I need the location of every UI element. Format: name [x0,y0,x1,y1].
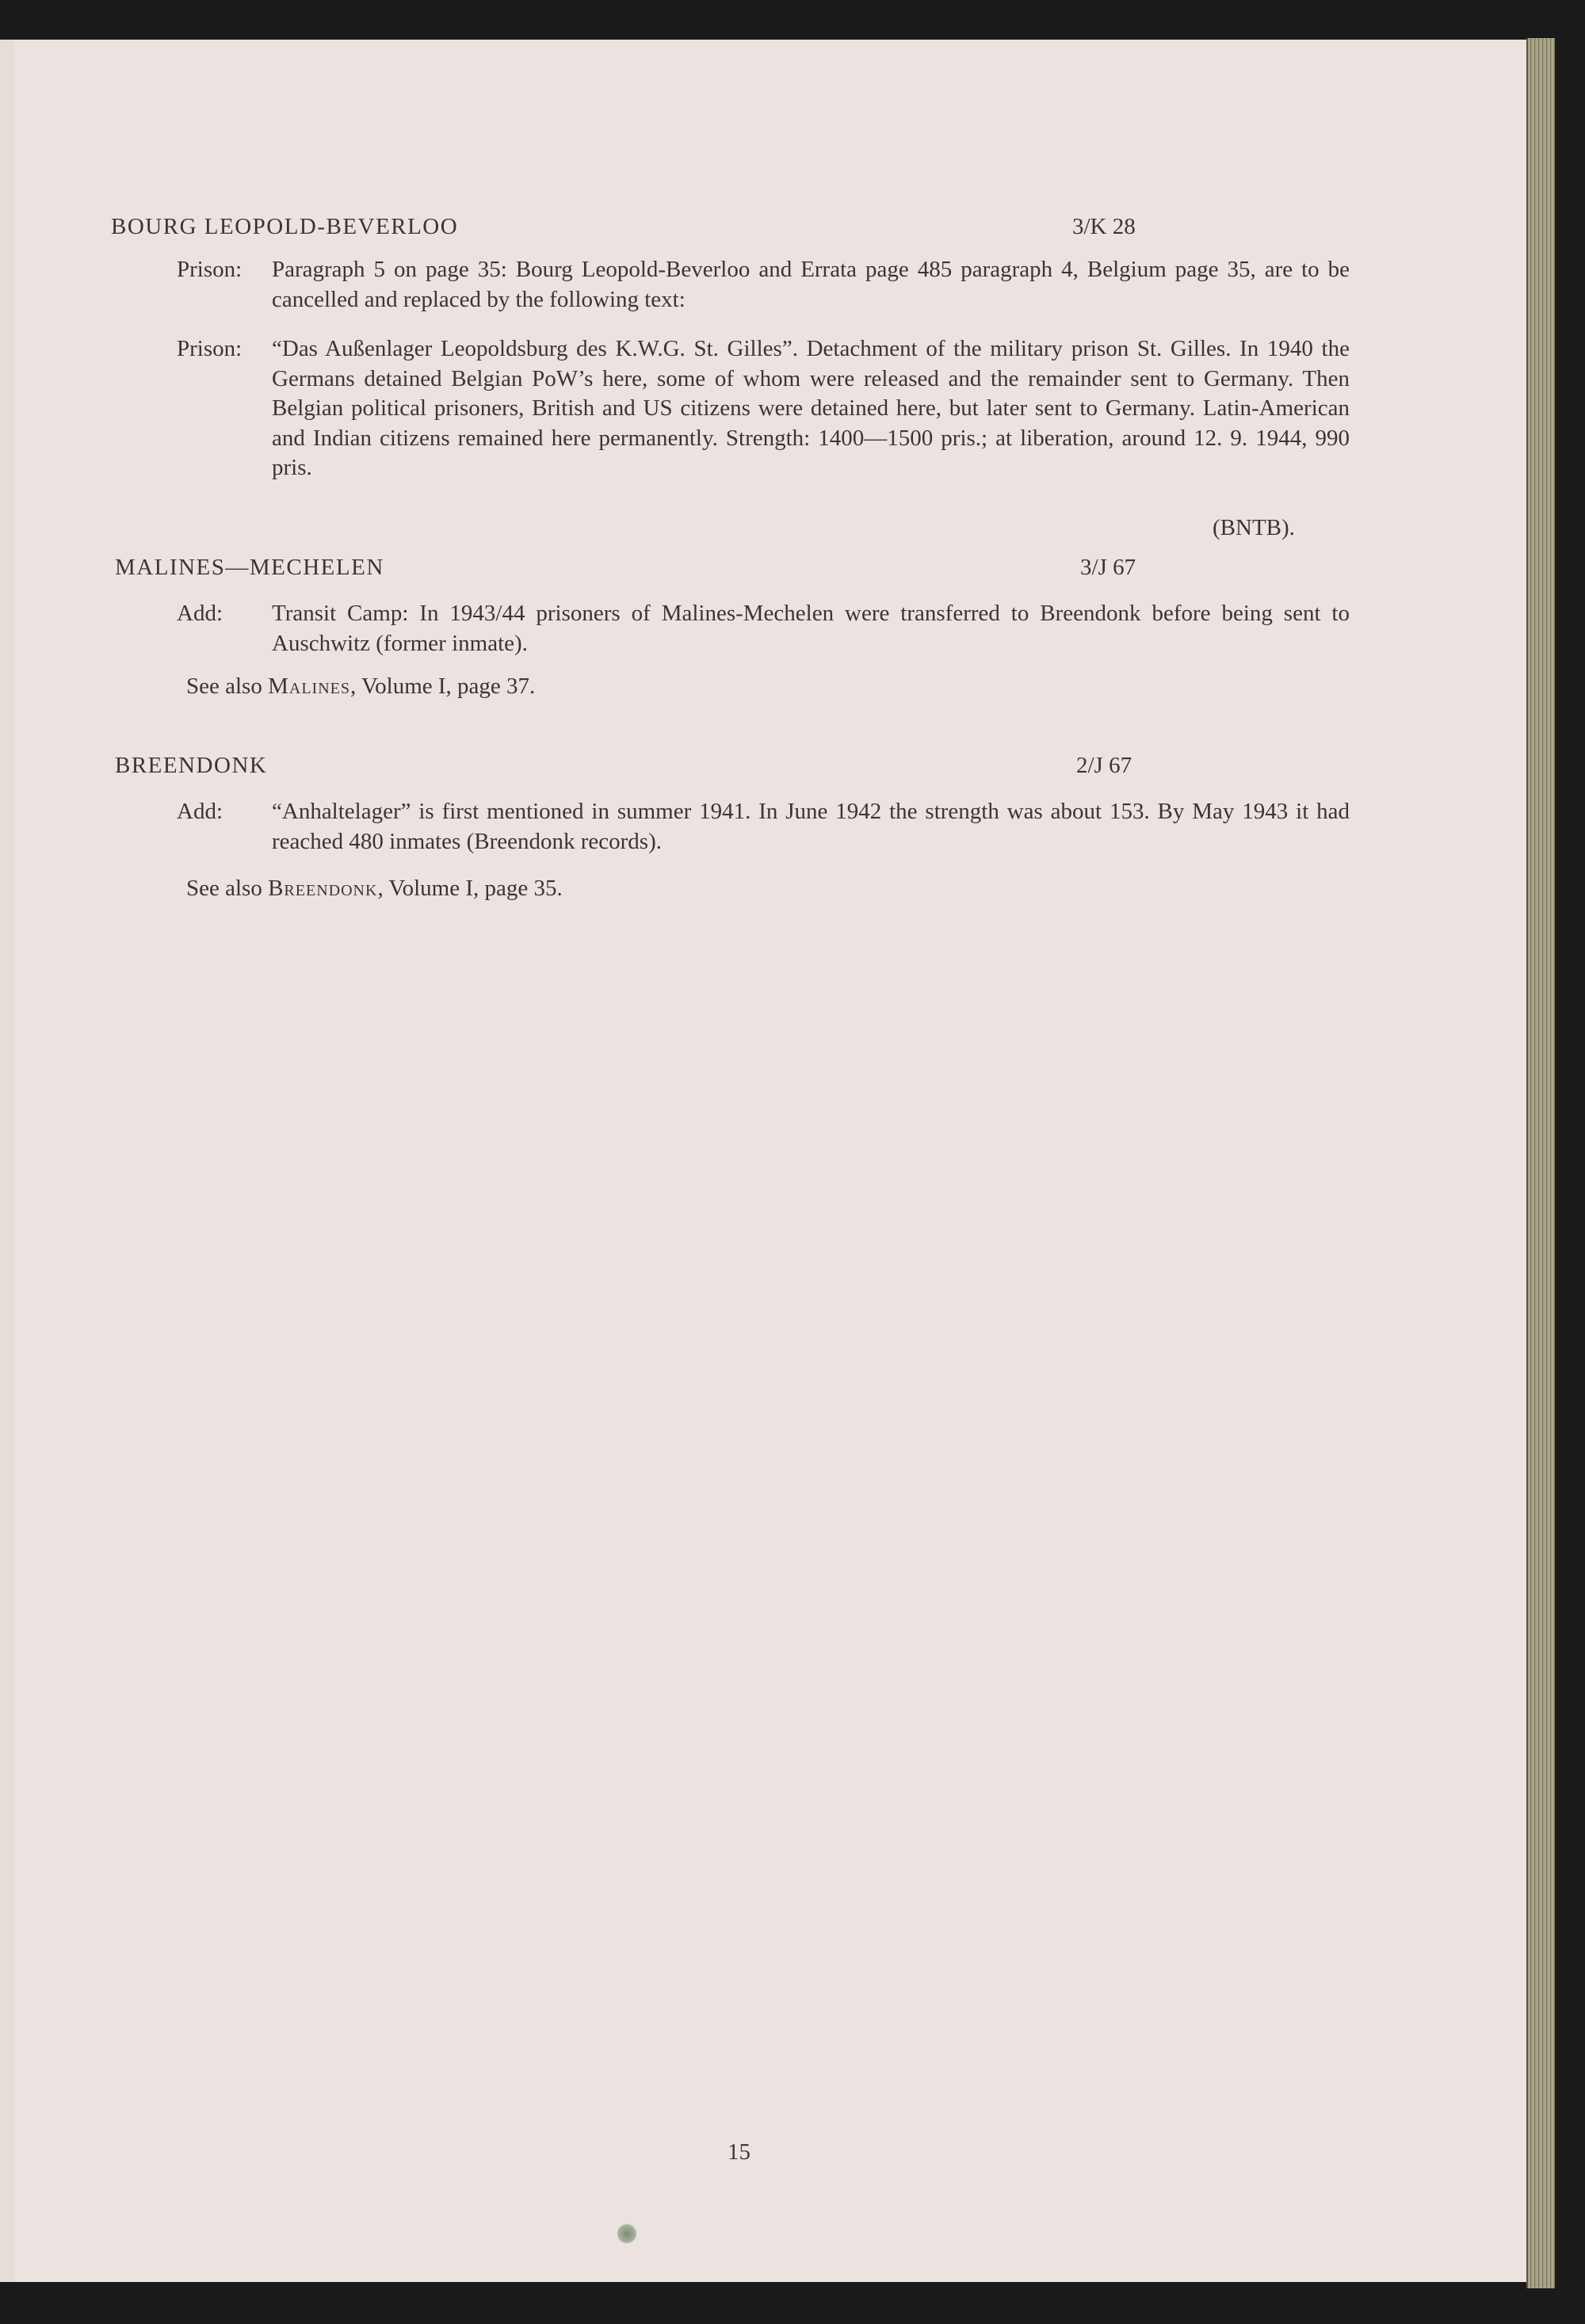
entry-paragraph [177,255,1350,315]
see-also-note [186,674,535,700]
entry-text: “Das Außenlager Leopoldsburg des K.W.G. St. Gilles”. Detachment of the military prison St. Gilles. In 1940 the Germans detained Belgian PoW’s here, some of whom were released and the remainder sent to Germany. Then Belgian political prisoners, British and US citizens were detained here, but later sent to Germany. Latin-American and Indian citizens remained here permanently. Strength: 1400—1500 pris.; at liberation, around 12. 9. 1944, 990 pris. [272,336,1350,480]
entry-label: Prison: [177,257,243,282]
see-also-name: Breendonk [268,876,378,901]
library-stamp-mark [617,2223,637,2244]
see-also-name: Malines [268,674,350,699]
entry-text: “Anhaltelager” is first mentioned in summer 1941. In June 1942 the strength was about 153. By May 1943 it had reached 480 inmates (Breendonk records). [272,799,1350,854]
book-page [14,40,1544,2282]
see-also-suffix: , Volume I, page 37. [349,674,536,699]
section-heading: BOURG LEOPOLD-BEVERLOO [111,214,459,239]
book-page-edges [1526,38,1555,2288]
entry-paragraph [177,334,1350,483]
see-also-prefix: See also [186,876,262,901]
section-heading: MALINES—MECHELEN [115,555,384,580]
entry-source: (BNTB). [1213,515,1295,540]
section-reference: 2/J 67 [1076,753,1132,778]
entry-label: Prison: [177,336,243,361]
see-also-note [186,876,563,902]
page-content [14,40,1544,2282]
entry-label: Add: [177,799,223,824]
see-also-prefix: See also [186,674,262,699]
section-heading: BREENDONK [115,753,268,778]
entry-label: Add: [177,601,223,626]
page-number: 15 [728,2139,750,2165]
entry-text: Paragraph 5 on page 35: Bourg Leopold-Beverloo and Errata page 485 paragraph 4, Belgium page 35, are to be cancelled and replaced by the following text: [272,257,1350,312]
section-reference: 3/K 28 [1072,214,1136,239]
section-reference: 3/J 67 [1080,555,1136,580]
entry-paragraph [177,599,1350,658]
entry-paragraph [177,797,1350,857]
see-also-suffix: , Volume I, page 35. [377,876,563,901]
entry-text: Transit Camp: In 1943/44 prisoners of Malines-Mechelen were transferred to Breendonk before being sent to Auschwitz (former inmate). [272,601,1350,656]
